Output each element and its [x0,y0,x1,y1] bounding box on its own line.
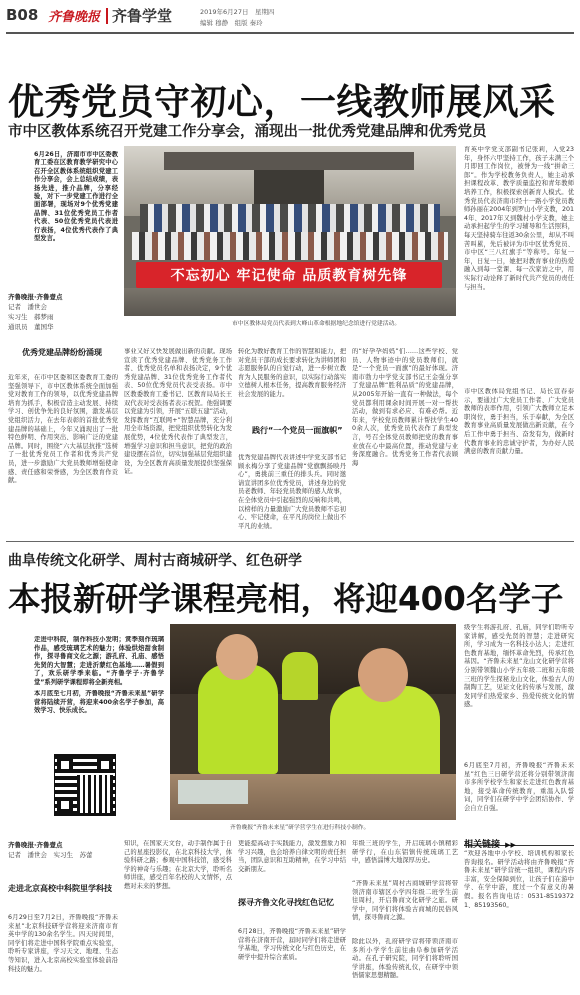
byline-paper-2: 齐鲁晚报·齐鲁壹点 [8,841,63,849]
qr-finder-tl [57,757,73,773]
story1-col-b: 事业又好又快发展做出新的贡献。现场宣读了优秀党建品牌、优秀党务工作者、优秀党员名单和表扬决定，9个优秀党建品牌、31位优秀党务工作者代表、50位优秀党员代表受表扬。市中区教委教育工委书记、区教育局局长王双代表对受表扬者表示祝贺。他强调要以党建为引领，开展“五联五建”活动，发挥教育“互联网+”智慧品牌，充分利用全市场资源，把党组织优势转化为发展优势，4位优秀代表作了典型发言，增强学习意识和担当意识，把党的政治建设摆在首位，切实加强基层党组织建设，为全区教育高质量发展提供坚强保证。 [124,348,232,476]
related-links-body: “欢迎各地中小学校、培训机构和家长咨询报名。研学活动将由齐鲁晚报“齐鲁未来星”研学营统一组织，课程内容丰富，安全保障到位，让孩子们在游中学、在学中游，度过一个有意义的暑假。报名咨询电话：0531-85193721、85193560。 [464,850,574,909]
story2-right-1: 级学生将游孔府、孔庙，同学们聆听专家讲解，感受先贤的智慧；走进研究所，学习成为一名科技小达人；走进红色教育基地，缅怀革命先烈，传承红色基因。“齐鲁未来星”龙山文化研学营将分别带领魏山小学五年级二班和五年级三班的学生探秘龙山文化，体验古人的制陶工艺，见证文化的传承与发展，激发同学们热爱家乡、热爱传统文化的情感。 [464,624,574,709]
story2-col-d2: “齐鲁未来星”周村古商城研学营将带领济南市辖区小学四年级二班学生前往周村，开启鲁商文化研学之旅。研学中，同学们将体验古商城的民俗风情，探寻鲁商之源。 [352,880,458,922]
byline-intern: 实习生 郝梦雨 [8,313,54,321]
photo-ground [124,288,456,316]
story1-headline: 优秀党员守初心，一线教师展风采 [8,82,556,123]
qr-finder-tr [97,757,113,773]
story2-subtitle-1: 走进北京高校中科院里学科技 [8,884,112,893]
story1-subtitle-1: 优秀党建品牌纷纷涌现 [22,348,102,357]
photo-student-left-head [216,634,258,680]
byline-reporter: 记者 潘世会 [8,303,47,311]
page-number: B08 [6,6,39,24]
story2-subtitle-2: 探寻齐鲁文化寻找红色记忆 [238,898,334,907]
photo-student-back [282,652,318,700]
story2-byline [8,840,118,860]
qr-finder-bl [57,797,73,813]
photo-student-left [198,664,278,774]
story-divider [6,541,574,542]
related-links-title: 相关链接 [464,840,501,850]
story2-col-c2: 6月28日，齐鲁晚报“齐鲁未来星”研学营将在济南开营，届时同学们将走进研学基地，学习传统文化与红色历史，在研学中提升综合素质。 [238,928,346,961]
story2-col-d: 年级三班的学生，开启琉璃小镇精彩研学行，在山东铝镇传统琉璃工艺中，感悟淄博大地深厚历史。 [352,840,458,865]
byline-paper: 齐鲁晚报·齐鲁壹点 [8,293,63,301]
story2-col-c: 更能提高动手实践能力，激发想象力和学习兴趣，也会培养自律文明的责任担当，团队意识和互助精神，在学习中结交新朋友。 [238,840,346,873]
photo-banner [136,262,442,288]
header-rule [6,32,574,34]
page-header [0,0,580,46]
photo-roof [164,152,414,170]
story2-kicker: 曲阜传统文化研学、周村古商城研学、红色研学 [8,553,302,569]
qr-pattern [77,775,113,813]
story2-right-2: 6月底至7月初，齐鲁晚报“齐鲁未来星”红色三日研学营还将分别带领济南市多所学校学生和家长走进红色教育基地，接受革命传统教育，重温入队誓词，同学们在研学中学会团结协作、学会自立自强。 [464,762,574,812]
logo-divider [106,8,108,24]
story1-group-photo [124,146,456,316]
newspaper-logo: 齐鲁晚报 [48,10,101,25]
byline-correspondent: 通讯员 董国华 [8,323,54,331]
editor-credits: 编辑 穆静 组版 秦玲 [200,19,263,27]
related-links-heading [464,832,574,850]
story1-col-a: 近年来，在市中区委和区委教育工委的坚强领导下，市中区教体系统全面加强党对教育工作的领导，以优秀党建品牌培育为抓手，积极营造主动发展、持续学习、创优争先的良好氛围，激发基层党组织活力，在去年表彰的首批优秀党建品牌的基础上，今年又涌现出了一批特色鲜明、作用突出、影响广泛的党建品牌。同时，围绕“六大基层抗推”选树了一批优秀党员工作者和优秀共产党员，进一步激励广大党员教师增强使命感、责任感和荣誉感，为全区教育作贡献。 [8,374,118,485]
story2-col-b: 知识，在国家天文台，动手制作属于自己的星座投影仪，在北京科技大学，体验科研之路；参观中国科技馆，感受科学的神奇与乐趣；在北京大学，聆听名师讲座，感受百年名校的人文情怀，点燃对未来的梦想。 [124,840,232,890]
byline-reporter-2: 记者 潘世会 实习生 苏蕾 [8,851,93,859]
story2-lead-2: 本月底至七月初，齐鲁晚报“齐鲁未来星”研学营将陆续开营，将迎来400余名学子参加，高效学习、快乐成长。 [34,690,164,715]
issue-date: 2019年6月27日 星期四 [200,8,275,16]
story2-col-e: 除此以外，孔府研学营将带领济南市多所小学学生前往曲阜参加研学活动。在孔子研究院，同学们将聆听国学讲座，体验传统礼仪，在研学中领悟儒家思想精髓。 [352,938,458,980]
story1-byline [8,292,120,332]
story1-subtitle-2: 践行“一个党员一面旗帜” [252,426,343,435]
photo-kit-box [178,780,248,804]
story1-photo-caption: 市中区教体局党员代表到大峰山革命根据地纪念馆进行党建活动。 [232,321,401,327]
photo-student-right-head [358,648,408,702]
photo-banner-text: 不忘初心 牢记使命 品质教育树先锋 [170,268,408,284]
story1-col-c: 转化为教好教育工作的智慧和能力，把对党员干部的成长要求转化为讲师团和志愿服务队的自觉行动，进一步树立教育为人民服务的意识，以实际行动落实立德树人根本任务，提高教育服务经济社会发展的能力。 [238,348,346,398]
story2-col-a: 6月29日至7月2日，齐鲁晚报“齐鲁未来星”北京科技研学营将迎来济南市育英中学的130余名学生。四天时间里，同学们将走进中国科学院重点实验室，聆听专家讲座，学习天文、地理、生态等知识，进入北京高校实验室体验前沿科技的魅力。 [8,914,118,973]
story1-lead: 6月26日，济南市市中区委教育工委在区教育教学研究中心召开全区教体系统组织党建工作分享会，会上总结成绩，表扬先进，推介品牌，分享经验，对下一步党建工作进行全面部署，现场对9个优秀党建品牌、31位优秀党员工作者代表、50位优秀党员代表进行表扬，4位优秀代表作了典型发言。 [34,151,118,243]
story1-col-e: 育英中学党支部副书记张莉，入党23年，身怀六甲坚持工作，孩子未满三个月即回工作岗位，被誉为一线“拼命三郎”。作为学校教务负责人，她主动承担课程改革、教学质量监控和青年教师培养工作，积极探索创新育人模式。优秀党员代表济南市经十一路小学党员教师孙丽在2004年到罗山小学支教，2014年、2017年又到魏村小学支教，她主动承担起学生的学习辅导和生活照料，每天坚持骑车往返30余公里，却从不叫苦叫累，先后被评为市中区优秀党员、市中区“三八红旗手”等称号。年复一年，日复一日，她把对教育事业的热爱融入到每一堂课、每一次家访之中，用实际行动诠释了新时代共产党员的责任与担当。 [464,146,574,291]
story2-headline: 本报新研学课程亮相，将迎400名学子 [8,580,564,618]
qr-code[interactable] [54,754,116,816]
story1-col-e2: 市中区教体局党组书记、局长宣春泰示，要通过广大党员工作者、广大党员教师的表率作用，引领广大教师立足本职岗位，勇于担当，乐于奉献，为全区教育事业高质量发展做出新贡献，在今后工作中勇于担当、奋发有为，做新时代教育事业的忠诚守护者，为办好人民满意的教育贡献力量。 [464,388,574,456]
photo-people-row-back [140,204,440,234]
story1-col-d: 的“好孕孕妈妈”们……这些学校、党员、人物事迹中的党员教师们，就是“一个党员一面旗”的最好体现。济南市勃力中学党支部书记王金强分享了党建品牌“胜利品质”的党建品牌，从2005年开始一直有一种做法，每个党员都利用课余时间开展一对一帮扶活动，做到有求必应、有难必帮。近年来，学校党员教师累计帮扶学生400余人次，优秀党员代表作了典型发言，号召全体党员教师把党的教育事业放在心中最高位置，推动党建与业务深度融合。优秀党务工作者代表顾海 [352,348,458,467]
photo-people-row-mid [132,232,448,260]
story1-subhead: 市中区教体系统召开党建工作分享会，涌现出一批优秀党建品牌和优秀党员 [8,124,487,140]
story2-study-photo [170,624,456,820]
section-title: 齐鲁学堂 [112,7,173,25]
story2-photo-caption: 齐鲁晚报“齐鲁未来星”研学营学生在进行科技小制作。 [230,825,370,831]
story1-col-c2: 优秀党建品牌代表讲述中学党支部书记顾永梅分享了党建品牌“党旗飘扬映丹心”，勇挑前三重任的排头兵。同时邀请宣讲团多位优秀党员，讲述身边的党员老教师、年轻党员教师的感人故事，在全体党员中引起强烈的反响和共鸣，以榜样的力量激励广大党员教师不忘初心、牢记使命，在平凡的岗位上做出不平凡的业绩。 [238,454,346,530]
story2-lead: 走进中科院，制作科技小发明；赏季刻作琉璃作品，感受琉璃艺术的魅力；体验烘焙甜食制作，探寻鲁商文化之源；游孔府、孔庙、感悟先贤的大智慧；走进沂蒙红色基地……暑假到了，欢乐研学季来临。“齐鲁学子·齐鲁学堂”系列研学课程即将全新亮相。 [34,636,164,686]
triangle-icon: ▶▶ [505,841,516,849]
